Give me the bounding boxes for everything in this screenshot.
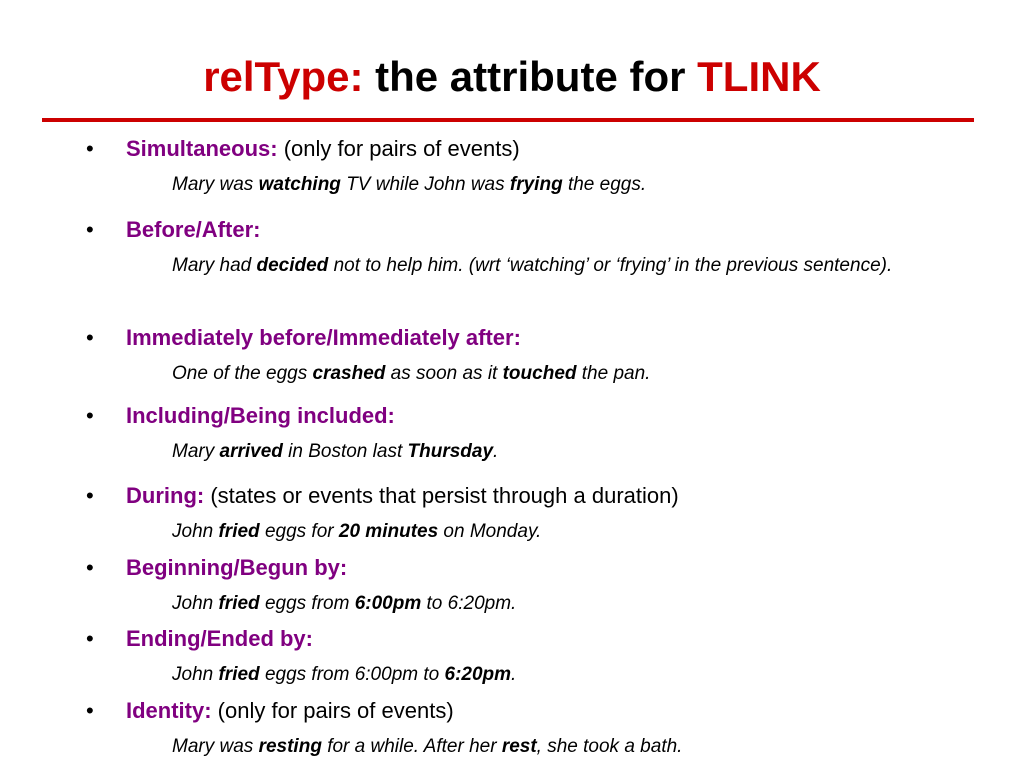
example-emphasis: fried [218, 664, 260, 685]
example-text: on Monday. [438, 521, 542, 542]
example-text: as soon as it [385, 363, 503, 384]
example-text: , she took a bath. [536, 736, 683, 757]
bullet-icon: • [86, 217, 94, 242]
bullet-icon: • [86, 403, 94, 428]
example-text: TV while John was [340, 174, 510, 195]
item-note: (only for pairs of events) [277, 136, 520, 161]
example-text: eggs from 6:00pm to [259, 664, 445, 685]
example-emphasis: 20 minutes [338, 521, 439, 542]
example-text: in Boston last [282, 441, 408, 462]
item-example [172, 172, 932, 198]
example-text: the pan. [576, 363, 651, 384]
example-text: . [493, 441, 499, 462]
item-heading [126, 698, 454, 724]
example-emphasis: decided [256, 255, 329, 276]
bullet-icon: • [86, 555, 94, 580]
bullet-icon: • [86, 136, 94, 161]
item-term: Beginning/Begun by: [126, 555, 348, 580]
item-example [172, 734, 932, 760]
item-note: (states or events that persist through a duration) [204, 483, 679, 508]
example-emphasis: Thursday [407, 441, 494, 462]
example-emphasis: touched [502, 363, 577, 384]
item-heading [126, 555, 347, 581]
item-heading [126, 483, 679, 509]
item-example [172, 662, 932, 688]
item-heading [126, 217, 260, 243]
example-text: for a while. After her [321, 736, 502, 757]
title-reltype: relType: [203, 53, 364, 100]
example-emphasis: rest [501, 736, 537, 757]
example-emphasis: 6:00pm [354, 593, 422, 614]
item-term: Identity: [126, 698, 212, 723]
item-heading [126, 325, 521, 351]
example-emphasis: arrived [219, 441, 283, 462]
example-text: Mary [172, 441, 220, 462]
example-text: John [172, 664, 219, 685]
example-text: . [511, 664, 517, 685]
example-text: Mary had [172, 255, 257, 276]
item-term: During: [126, 483, 205, 508]
example-emphasis: fried [218, 593, 260, 614]
example-text: to 6:20pm. [421, 593, 517, 614]
item-heading [126, 136, 520, 162]
example-emphasis: frying [509, 174, 563, 195]
item-note: (only for pairs of events) [211, 698, 454, 723]
example-emphasis: watching [258, 174, 341, 195]
item-term: Ending/Ended by: [126, 626, 313, 651]
example-text: Mary was [172, 174, 259, 195]
item-example [172, 519, 932, 545]
bullet-icon: • [86, 325, 94, 350]
example-emphasis: resting [258, 736, 322, 757]
item-term: Immediately before/Immediately after: [126, 325, 521, 350]
example-emphasis: 6:20pm [444, 664, 512, 685]
example-emphasis: fried [218, 521, 260, 542]
item-term: Before/After: [126, 217, 261, 242]
example-text: eggs for [259, 521, 339, 542]
item-term: Including/Being included: [126, 403, 395, 428]
item-example [172, 439, 932, 465]
example-text: John [172, 521, 219, 542]
item-term: Simultaneous: [126, 136, 278, 161]
example-text: One of the eggs [172, 363, 313, 384]
example-text: not to help him. (wrt ‘watching’ or ‘frying’ in the previous sentence). [328, 255, 893, 276]
example-text: eggs from [259, 593, 355, 614]
example-emphasis: crashed [312, 363, 386, 384]
bullet-icon: • [86, 626, 94, 651]
example-text: the eggs. [562, 174, 647, 195]
item-example [172, 253, 922, 279]
title-middle: the attribute for [363, 53, 698, 100]
example-text: Mary was [172, 736, 259, 757]
example-text: John [172, 593, 219, 614]
title-tlink: TLINK [697, 53, 821, 100]
item-example [172, 361, 932, 387]
bullet-icon: • [86, 483, 94, 508]
bullet-icon: • [86, 698, 94, 723]
item-heading [126, 626, 313, 652]
item-heading [126, 403, 395, 429]
item-example [172, 591, 932, 617]
